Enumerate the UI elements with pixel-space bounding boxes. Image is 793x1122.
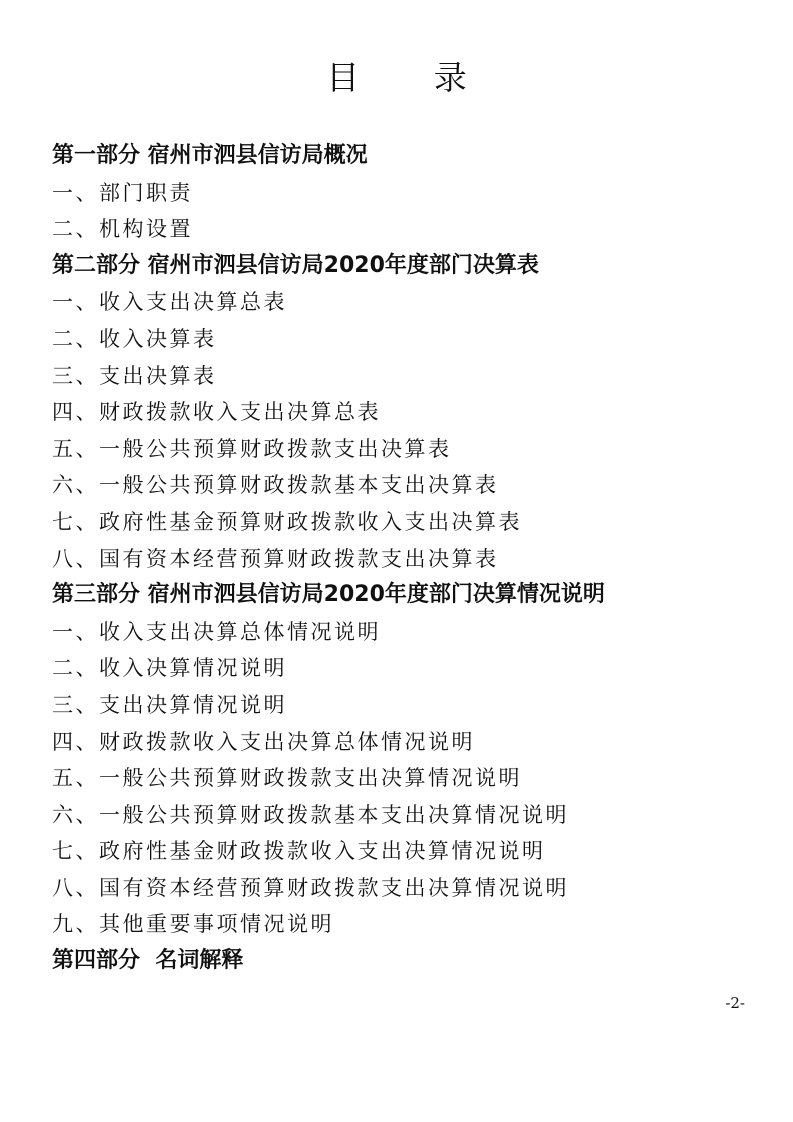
toc-part-2-heading[interactable]: 第二部分 宿州市泗县信访局2020年度部门决算表: [52, 252, 539, 278]
toc-part-2-item-4[interactable]: 四、财政拨款收入支出决算总表: [52, 400, 381, 425]
toc-part-3-item-4[interactable]: 四、财政拨款收入支出决算总体情况说明: [52, 729, 475, 754]
toc-part-3-item-3[interactable]: 三、支出决算情况说明: [52, 692, 287, 717]
toc-part-2-item-5[interactable]: 五、一般公共预算财政拨款支出决算表: [52, 436, 452, 461]
toc-part-3-item-1[interactable]: 一、收入支出决算总体情况说明: [52, 619, 381, 644]
toc-part-3-item-7[interactable]: 七、政府性基金财政拨款收入支出决算情况说明: [52, 839, 546, 864]
toc-part-2-item-1[interactable]: 一、收入支出决算总表: [52, 290, 287, 315]
toc-part-4-heading[interactable]: 第四部分 名词解释: [52, 948, 244, 974]
toc-part-3-item-5[interactable]: 五、一般公共预算财政拨款支出决算情况说明: [52, 766, 522, 791]
toc-part-2-item-8[interactable]: 八、国有资本经营预算财政拨款支出决算表: [52, 546, 499, 571]
toc-part-3-item-9[interactable]: 九、其他重要事项情况说明: [52, 912, 334, 937]
table-of-contents: [52, 138, 752, 980]
toc-part-3-item-8[interactable]: 八、国有资本经营预算财政拨款支出决算情况说明: [52, 875, 569, 900]
toc-title: 目 录: [326, 58, 499, 97]
toc-part-1-item-2[interactable]: 二、机构设置: [52, 217, 193, 242]
toc-part-2-item-6[interactable]: 六、一般公共预算财政拨款基本支出决算表: [52, 473, 499, 498]
toc-part-3-item-2[interactable]: 二、收入决算情况说明: [52, 656, 287, 681]
toc-part-2-item-3[interactable]: 三、支出决算表: [52, 363, 217, 388]
toc-part-2-item-7[interactable]: 七、政府性基金预算财政拨款收入支出决算表: [52, 509, 522, 534]
toc-part-1-item-1[interactable]: 一、部门职责: [52, 180, 193, 205]
toc-part-3-item-6[interactable]: 六、一般公共预算财政拨款基本支出决算情况说明: [52, 802, 569, 827]
toc-part-1-heading[interactable]: 第一部分 宿州市泗县信访局概况: [52, 143, 368, 168]
toc-part-2-item-2[interactable]: 二、收入决算表: [52, 326, 217, 351]
page-number: -2-: [725, 994, 745, 1012]
toc-part-3-heading[interactable]: 第三部分 宿州市泗县信访局2020年度部门决算情况说明: [52, 582, 605, 608]
